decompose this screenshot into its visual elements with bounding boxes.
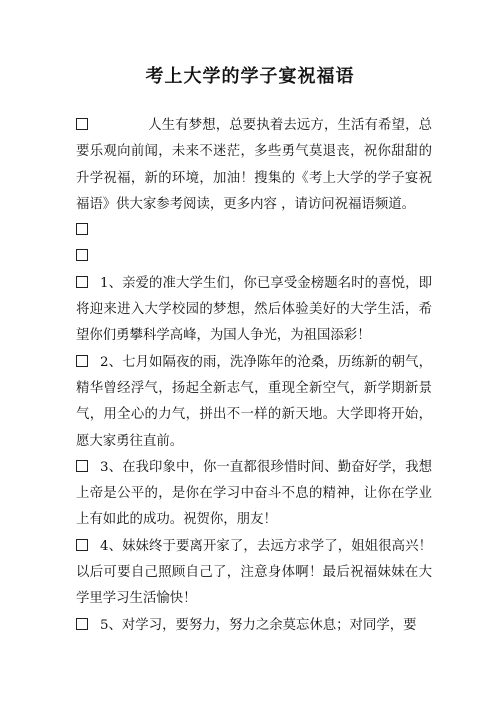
list-item-text: 2、七月如隔夜的雨，洗净陈年的沧桑，历练新的朝气，精华曾经浮气，扬起全新志气，重现全新空气，新学期新景气，用全心的力气，拼出不一样的新天地。大学即将开始，愿大家勇往直前。 bbox=[76, 354, 432, 449]
empty-line bbox=[76, 218, 432, 244]
checkbox-icon bbox=[76, 460, 88, 472]
list-item-text: 1、亲爱的准大学生们，你已享受金榜题名时的喜悦，即将迎来进入大学校园的梦想，然后体验美好的大学生活，希望你们勇攀科学高峰，为国人争光，为祖国添彩！ bbox=[76, 275, 432, 344]
list-item-text: 3、在我印象中，你一直都很珍惜时间、勤奋好学，我想上帝是公平的，是你在学习中奋斗不息的精神，让你在学业上有如此的成功。祝贺你，朋友！ bbox=[76, 459, 432, 528]
list-item bbox=[76, 350, 432, 455]
list-item-text: 5、对学习，要努力，努力之余莫忘休息；对同学，要 bbox=[100, 617, 417, 633]
checkbox-icon bbox=[76, 118, 88, 130]
checkbox-icon bbox=[76, 223, 88, 235]
document-body bbox=[76, 113, 432, 639]
checkbox-icon bbox=[76, 355, 88, 367]
intro-paragraph bbox=[76, 113, 432, 218]
page-title: 考上大学的学子宴祝福语 bbox=[145, 66, 355, 87]
checkbox-icon bbox=[76, 618, 88, 630]
empty-line bbox=[76, 244, 432, 270]
list-item bbox=[76, 455, 432, 534]
checkbox-icon bbox=[76, 539, 88, 551]
list-item-text: 4、妹妹终于要离开家了，去远方求学了，姐姐很高兴！以后可要自己照顾自己了，注意身体啊！最后祝福妹妹在大学里学习生活愉快！ bbox=[76, 538, 432, 607]
list-item bbox=[76, 271, 432, 350]
checkbox-icon bbox=[76, 249, 88, 261]
list-item bbox=[76, 613, 432, 639]
checkbox-icon bbox=[76, 276, 88, 288]
list-item bbox=[76, 534, 432, 613]
intro-text: 人生有梦想，总要执着去远方，生活有希望，总要乐观向前闻，未来不迷茫，多些勇气莫退丧，祝你甜甜的升学祝福，新的环境，加油！搜集的《考上大学的学子宴祝福语》供大家参考阅读，更多内容 ，请访问祝福语频道。 bbox=[76, 118, 432, 212]
